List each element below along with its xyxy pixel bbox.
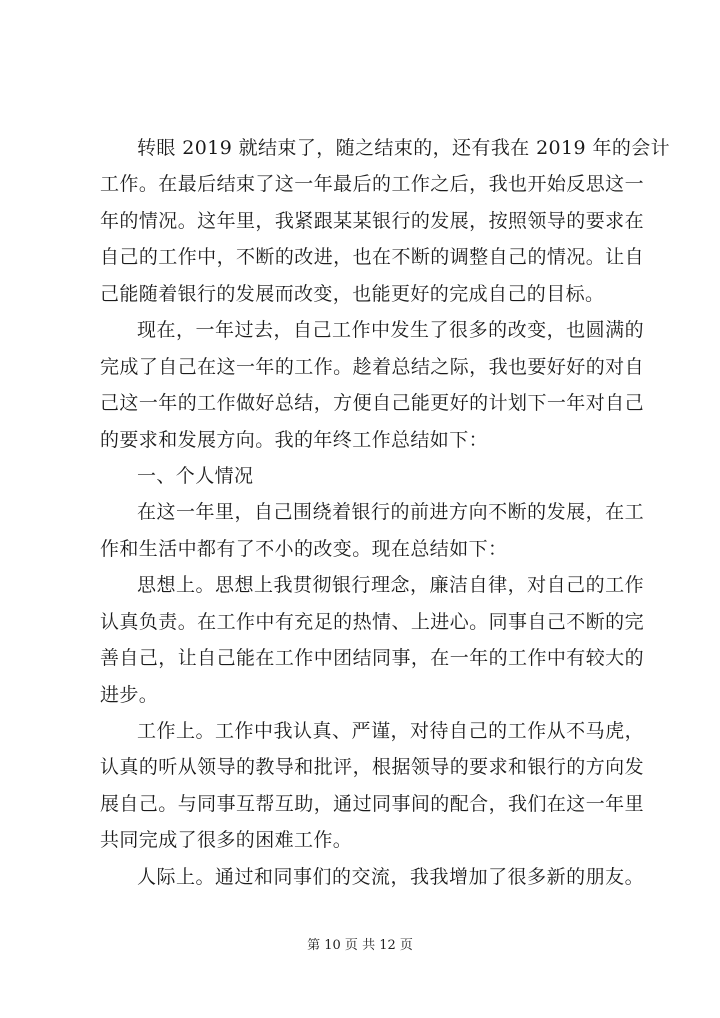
paragraph-line: 现在，一年过去，自己工作中发生了很多的改变，也圆满的 xyxy=(137,319,644,341)
paragraph-line: 转眼 2019 就结束了，随之结束的，还有我在 2019 年的会计 xyxy=(137,137,671,159)
paragraph-line: 作和生活中都有了不小的改变。现在总结如下： xyxy=(100,538,508,560)
paragraph-line: 工作上。工作中我认真、严谨，对待自己的工作从不马虎， xyxy=(137,720,644,742)
section-heading: 一、个人情况 xyxy=(137,465,254,487)
paragraph-line: 的要求和发展方向。我的年终工作总结如下： xyxy=(100,429,489,451)
paragraph-line: 己能随着银行的发展而改变，也能更好的完成自己的目标。 xyxy=(100,283,605,305)
paragraph-line: 年的情况。这年里，我紧跟某某银行的发展，按照领导的要求在 xyxy=(100,210,644,232)
paragraph-line: 思想上。思想上我贯彻银行理念，廉洁自律，对自己的工作 xyxy=(137,574,644,596)
paragraph-line: 善自己，让自己能在工作中团结同事，在一年的工作中有较大的 xyxy=(100,647,644,669)
paragraph-line: 进步。 xyxy=(100,684,159,706)
paragraph-line: 认真的听从领导的教导和批评，根据领导的要求和银行的方向发 xyxy=(100,756,644,778)
paragraph-line-last: 人际上。通过和同事们的交流，我我增加了很多新的朋友。 xyxy=(137,866,644,888)
paragraph-line: 完成了自己在这一年的工作。趁着总结之际，我也要好好的对自 xyxy=(100,356,644,378)
paragraph-line: 在这一年里，自己围绕着银行的前进方向不断的发展，在工 xyxy=(137,501,644,523)
paragraph-line: 自己的工作中，不断的改进，也在不断的调整自己的情况。让自 xyxy=(100,246,644,268)
page-footer: 第 10 页 共 12 页 xyxy=(307,938,413,953)
paragraph-line: 工作。在最后结束了这一年最后的工作之后，我也开始反思这一 xyxy=(100,173,644,195)
paragraph-line: 展自己。与同事互帮互助，通过同事间的配合，我们在这一年里 xyxy=(100,793,644,815)
paragraph-line: 共同完成了很多的困难工作。 xyxy=(100,829,353,851)
paragraph-line: 认真负责。在工作中有充足的热情、上进心。同事自己不断的完 xyxy=(100,611,644,633)
paragraph-line: 己这一年的工作做好总结，方便自己能更好的计划下一年对自己 xyxy=(100,392,644,414)
